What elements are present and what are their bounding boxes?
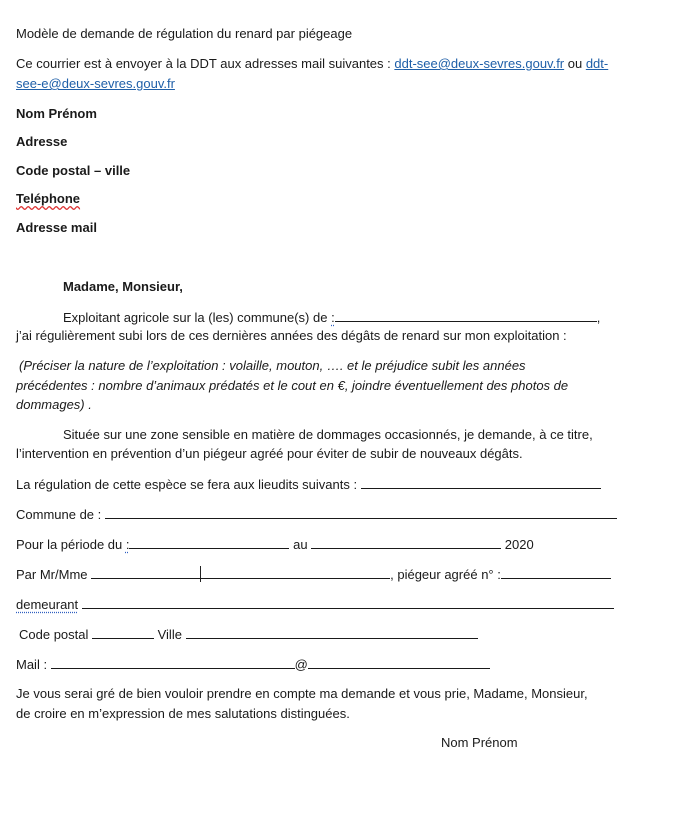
city-label: Ville [154, 627, 186, 642]
mail-user-blank[interactable] [51, 655, 295, 669]
closing-line-1: Je vous serai gré de bien vouloir prendre en compte ma demande et vous prie, Madame, Monsieur, [16, 686, 588, 701]
lieudits-blank[interactable] [361, 475, 601, 489]
paragraph-2-line-3: dommages) . [16, 397, 92, 412]
paragraph-3-line-2: l’intervention en prévention d’un piégeur agréé pour éviter de subir de nouveaux dégâts. [16, 446, 523, 461]
mail-label: Mail : [16, 657, 51, 672]
at-sign: @ [294, 657, 308, 672]
paragraph-1-line-1 [63, 308, 600, 327]
intro-paragraph [16, 55, 608, 73]
salutation: Madame, Monsieur, [63, 279, 183, 294]
intro-text: Ce courrier est à envoyer à la DDT aux adresses mail suivantes : [16, 56, 395, 71]
trapper-name-blank-1[interactable] [91, 565, 201, 579]
period-au: au [289, 537, 312, 552]
field-phone-label [16, 190, 80, 208]
paragraph-2-line-1: (Préciser la nature de l’exploitation : volaille, mouton, …. et le préjudice subit les années [19, 358, 526, 373]
period-label: Pour la période du [16, 537, 126, 552]
period-year: 2020 [501, 537, 534, 552]
lieudits-label: La régulation de cette espèce se fera aux lieudits suivants : [16, 477, 361, 492]
p1-colon: : [331, 310, 335, 325]
trapper-approved-label: , piégeur agréé n° : [390, 567, 501, 582]
field-name-label: Nom Prénom [16, 106, 97, 121]
residence-blank[interactable] [82, 595, 614, 609]
paragraph-3-line-1: Située sur une zone sensible en matière de dommages occasionnés, je demande, à ce titre, [63, 427, 593, 442]
postal-blank[interactable] [92, 625, 154, 639]
field-email-label: Adresse mail [16, 220, 97, 235]
city-blank[interactable] [186, 625, 478, 639]
postal-city-line [19, 625, 478, 644]
field-postal-label: Code postal – ville [16, 163, 131, 178]
trapper-line [16, 565, 611, 584]
trapper-label: Par Mr/Mme [16, 567, 92, 582]
field-address-label: Adresse [16, 134, 68, 149]
residence-line [16, 595, 614, 614]
commune-blank[interactable] [335, 308, 597, 322]
period-line [16, 535, 534, 554]
trapper-name-blank-2[interactable] [200, 565, 390, 579]
period-start-blank[interactable] [129, 535, 289, 549]
email-link-1[interactable]: ddt-see@deux-sevres.gouv.fr [394, 56, 565, 71]
intro-paragraph-cont [16, 75, 175, 93]
p1-comma: , [596, 310, 601, 325]
commune-line [16, 505, 617, 524]
phone-label-text: Teléphone [16, 191, 81, 206]
lieudits-line [16, 475, 601, 494]
closing-line-2: de croire en m’expression de mes salutations distinguées. [16, 706, 350, 721]
document-title: Modèle de demande de régulation du renard par piégeage [16, 26, 353, 41]
mail-domain-blank[interactable] [308, 655, 490, 669]
commune-field-blank[interactable] [105, 505, 617, 519]
postal-label: Code postal [19, 627, 92, 642]
trapper-number-blank[interactable] [501, 565, 611, 579]
or-text: ou [564, 56, 586, 71]
mail-line [16, 655, 490, 674]
residence-label: demeurant [16, 597, 79, 612]
commune-label: Commune de : [16, 507, 105, 522]
signature: Nom Prénom [441, 735, 518, 750]
paragraph-2-line-2: précédentes : nombre d’animaux prédatés et le cout en €, joindre éventuellement des photos de [16, 378, 569, 393]
email-link-2-part2[interactable]: see-e@deux-sevres.gouv.fr [16, 76, 175, 91]
paragraph-1-line-2: j’ai régulièrement subi lors de ces dernières années des dégâts de renard sur mon exploitation : [16, 328, 567, 343]
p1-text: Exploitant agricole sur la (les) commune(s) de [63, 310, 332, 325]
period-end-blank[interactable] [311, 535, 501, 549]
email-link-2-part1[interactable]: ddt- [585, 56, 609, 71]
period-colon: : [125, 537, 130, 552]
